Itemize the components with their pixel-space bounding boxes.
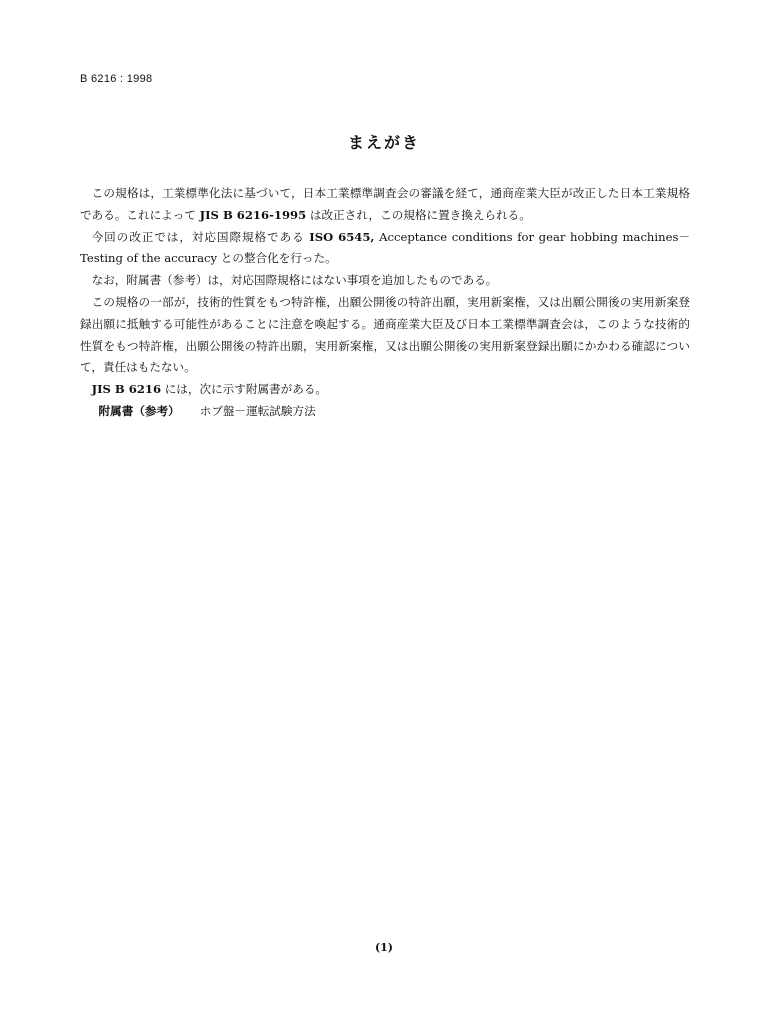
standard-code-reference: JIS B 6216 [91, 382, 162, 397]
superseded-standard-code: JIS B 6216 [199, 207, 270, 222]
superseded-standard-year: -1995 [269, 207, 307, 222]
paragraph-annex-note: なお，附属書（参考）は，対応国際規格にはない事項を追加したものである。 [91, 273, 498, 288]
annex-title: ホブ盤－運転試験方法 [199, 403, 316, 418]
iso-standard-title: Acceptance conditions for gear hobbing machines－Testing of the accuracy [80, 229, 690, 266]
page-title: まえがき [347, 133, 420, 152]
foreword-body [80, 183, 690, 423]
annex-list-intro-text: には，次に示す附属書がある。 [164, 382, 328, 397]
iso-standard-code: ISO 6545, [309, 229, 375, 244]
revision-text-end: は改正され，この規格に置き換えられる。 [309, 207, 531, 222]
iso-intro-text: 今回の改正では，対応国際規格である [91, 229, 305, 244]
iso-harmonization-end: との整合化を行った。 [220, 251, 337, 266]
revision-text: この規格は，工業標準化法に基づいて，日本工業標準調査会の審議を経て，通商産業大臣が改正した日本工業規格である。これによって [80, 186, 690, 222]
paragraph-patent-notice: この規格の一部が，技術的性質をもつ特許権，出願公開後の特許出願，実用新案権，又は出願公開後の実用新案登録出願に抵触する可能性があることに注意を喚起する。通商産業大臣及び日本工業標準調査会は，このような技術的性質をもつ特許権，出願公開後の特許出願，実用新案権，又は出願公開後の実用新案登録出願にかかわる確認について，責任はもたない。 [80, 294, 690, 375]
paragraph-iso-harmonization [80, 227, 690, 271]
annex-list-item [80, 401, 690, 423]
annex-label: 附属書（参考） [98, 403, 180, 418]
standard-code-header: B 6216 : 1998 [80, 73, 153, 85]
paragraph-annex-list-intro [80, 379, 690, 401]
paragraph-revision-notice [80, 183, 690, 227]
page-number: (1) [374, 941, 394, 954]
